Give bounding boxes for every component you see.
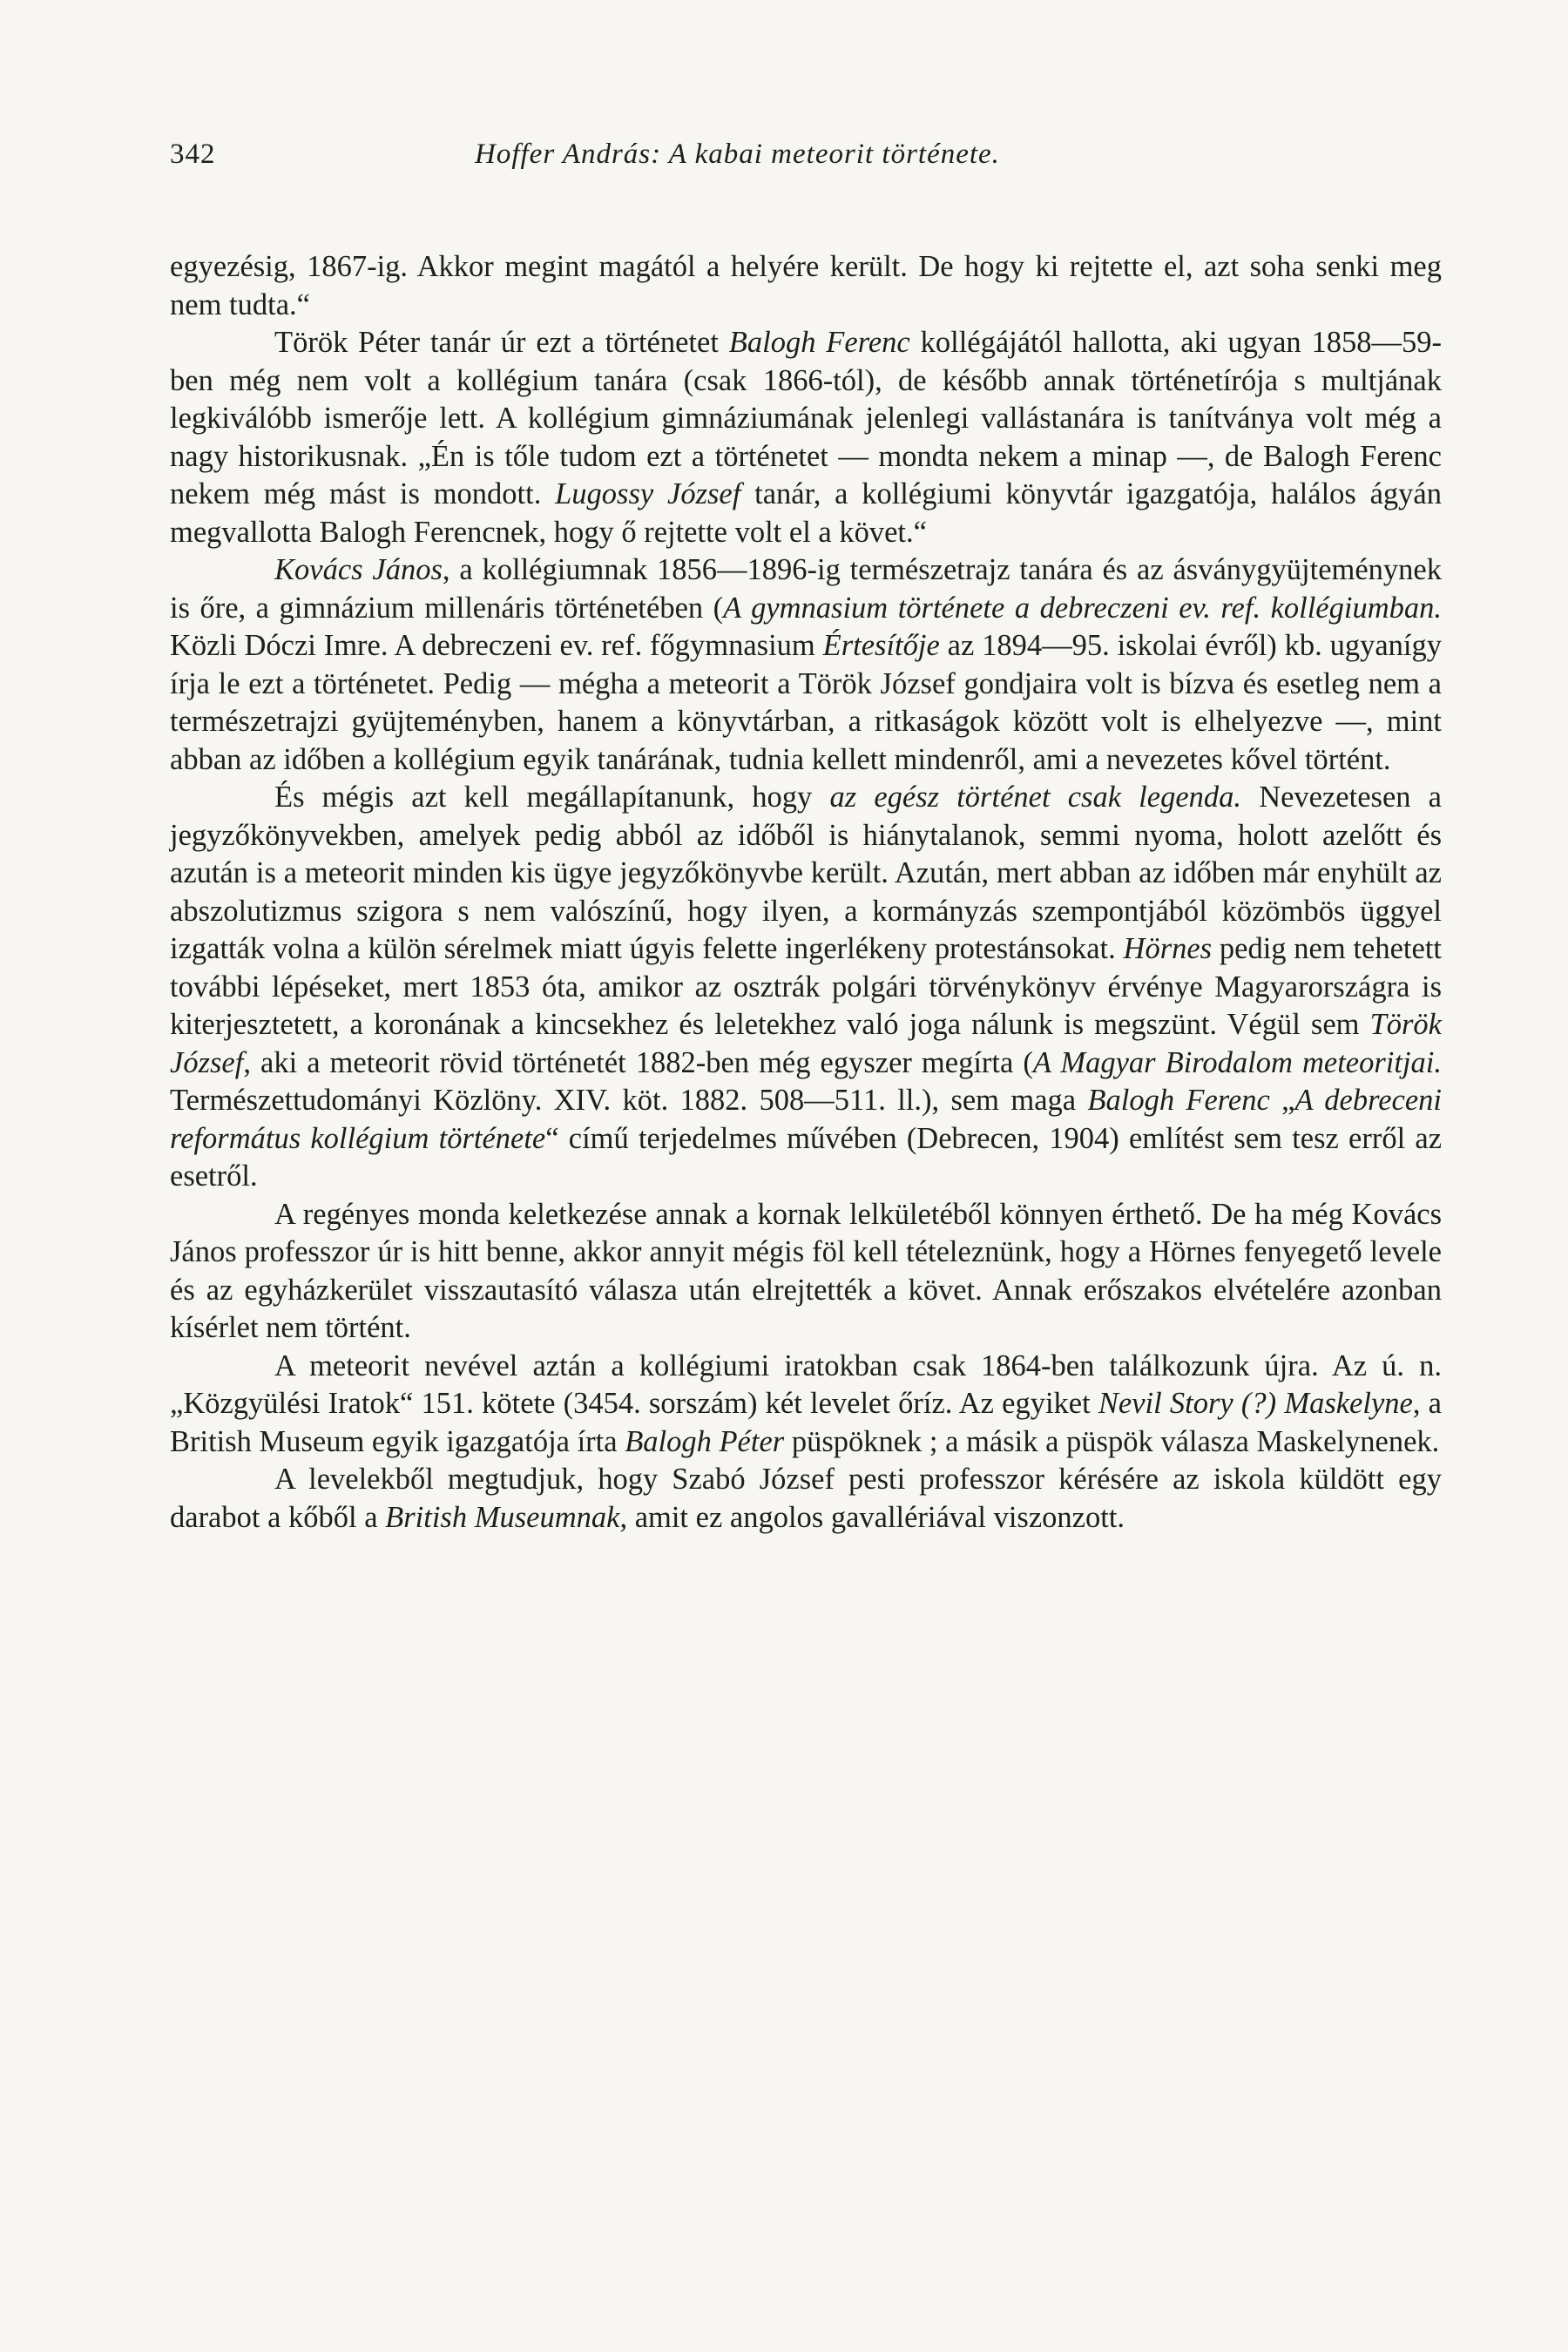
- italic-text: Kovács János: [274, 553, 443, 586]
- italic-text: Lugossy József: [555, 477, 741, 510]
- italic-text: Török József: [170, 1008, 1442, 1079]
- text-run: Természettudományi Közlöny. XIV. köt. 1882. 508—511. ll.), sem maga: [170, 1084, 1088, 1117]
- italic-text: Balogh Péter: [625, 1424, 785, 1458]
- text-run: Közli Dóczi Imre. A debreczeni ev. ref. főgymnasium: [170, 629, 823, 662]
- italic-text: A gymnasium története a debreczeni ev. ref. kollégiumban.: [723, 591, 1442, 625]
- paragraph: [170, 324, 1442, 551]
- paragraph: [170, 1196, 1442, 1348]
- text-run: , a British Museum egyik igazgatója írta: [170, 1387, 1442, 1458]
- text-run: A meteorit nevével aztán a kollégiumi iratokban csak 1864-ben találkozunk újra. Az ú. n. „Közgyülési Iratok“ 151. kötete (3454. sorszám) két levelet őríz. Az egyiket: [170, 1348, 1442, 1420]
- paragraph: [170, 1348, 1442, 1462]
- text-run: , a kollégiumnak 1856—1896-ig természetrajz tanára és az ásványgyüjteménynek is őre, a gimnázium millenáris történetében (: [170, 553, 1442, 625]
- text-run: Nevezetesen a jegyzőkönyvekben, amelyek pedig abból az időből is hiánytalanok, semmi nyoma, holott azelőtt és azután is a meteorit minden kis ügye jegyzőkönyvbe került. Azután, mert abban az időben már enyhült az abszolutizmus szigora s nem valószínű, hogy ilyen, a kormányzás szempontjából közömbös üggyel izgatták volna a külön sérelmek miatt úgyis felette ingerlékeny protestánsokat.: [170, 781, 1442, 965]
- text-run: egyezésig, 1867-ig. Akkor megint magától a helyére került. De hogy ki rejtette el, azt soha senki meg nem tudta.“: [170, 250, 1442, 321]
- text-run: , amit ez angolos gavallériával viszonzott.: [619, 1500, 1125, 1534]
- text-run: A regényes monda keletkezése annak a kornak lelkületéből könnyen érthető. De ha még Kovács János professzor úr is hitt benne, akkor annyit mégis föl kell tételeznünk, hogy a Hörnes fenyegető levele és az egyházkerület visszautasító válasza után elrejtették a követ. Annak erőszakos elvételére azonban kísérlet nem történt.: [170, 1197, 1442, 1344]
- page-number: 342: [170, 139, 216, 170]
- italic-text: A debreceni református kollégium története: [170, 1084, 1442, 1155]
- italic-text: Balogh Ferenc: [1087, 1084, 1270, 1117]
- text-run: az 1894—95. iskolai évről) kb. ugyanígy írja le ezt a történetet. Pedig — mégha a meteorit a Török József gondjaira volt is bízva és esetleg nem a természetrajzi gyüjteményben, hanem a könyvtárban, a ritkaságok között volt is elhelyezve —, mint abban az időben a kollégium egyik tanárának, tudnia kellett mindenről, ami a nevezetes kővel történt.: [170, 629, 1442, 776]
- text-run: A levelekből megtudjuk, hogy Szabó József pesti professzor kérésére az iskola küldött egy darabot a kőből a: [170, 1463, 1442, 1534]
- text-run: „: [1269, 1084, 1295, 1117]
- italic-text: Nevil Story (?) Maskelyne: [1098, 1387, 1413, 1420]
- text-run: , aki a meteorit rövid történetét 1882-ben még egyszer megírta (: [243, 1045, 1033, 1079]
- text-run: pedig nem tehetett további lépéseket, mert 1853 óta, amikor az osztrák polgári törvénykönyv érvénye Magyarországra is kiterjesztetett, a koronának a kincsekhez és leletekhez való joga nálunk is megszünt. Végül sem: [170, 932, 1442, 1041]
- text-run: És mégis azt kell megállapítanunk, hogy: [274, 781, 830, 814]
- paragraph: [170, 551, 1442, 779]
- text-run: “ című terjedelmes művében (Debrecen, 1904) említést sem tesz erről az esetről.: [170, 1121, 1443, 1193]
- text-run: Török Péter tanár úr ezt a történetet: [274, 326, 729, 359]
- italic-text: az egész történet csak legenda.: [829, 781, 1242, 814]
- paragraph: [170, 779, 1442, 1196]
- text-run: kollégájától hallotta, aki ugyan 1858—59-ben még nem volt a kollégium tanára (csak 1866-tól), de később annak történetírója s multjának legkiválóbb ismerője lett. A kollégium gimnáziumának jelenlegi vallástanára is tanítványa volt még a nagy historikusnak. „Én is tőle tudom ezt a történetet — mondta nekem a minap —, de Balogh Ferenc nekem még mást is mondott.: [170, 326, 1442, 510]
- paragraph: [170, 248, 1442, 324]
- italic-text: Hörnes: [1123, 932, 1213, 965]
- paragraph: [170, 1461, 1442, 1537]
- text-run: tanár, a kollégiumi könyvtár igazgatója, halálos ágyán megvallotta Balogh Ferencnek, hogy ő rejtette volt el a követ.“: [170, 477, 1442, 549]
- italic-text: A Magyar Birodalom meteoritjai.: [1032, 1045, 1442, 1079]
- running-title: Hoffer András: A kabai meteorit története.: [475, 139, 1000, 170]
- running-head: [170, 132, 1442, 176]
- body-text: [170, 248, 1442, 1537]
- italic-text: Balogh Ferenc: [728, 326, 910, 359]
- italic-text: British Museumnak: [385, 1500, 620, 1534]
- italic-text: Értesítője: [822, 629, 940, 662]
- text-run: püspöknek ; a másik a püspök válasza Maskelynenek.: [784, 1424, 1440, 1458]
